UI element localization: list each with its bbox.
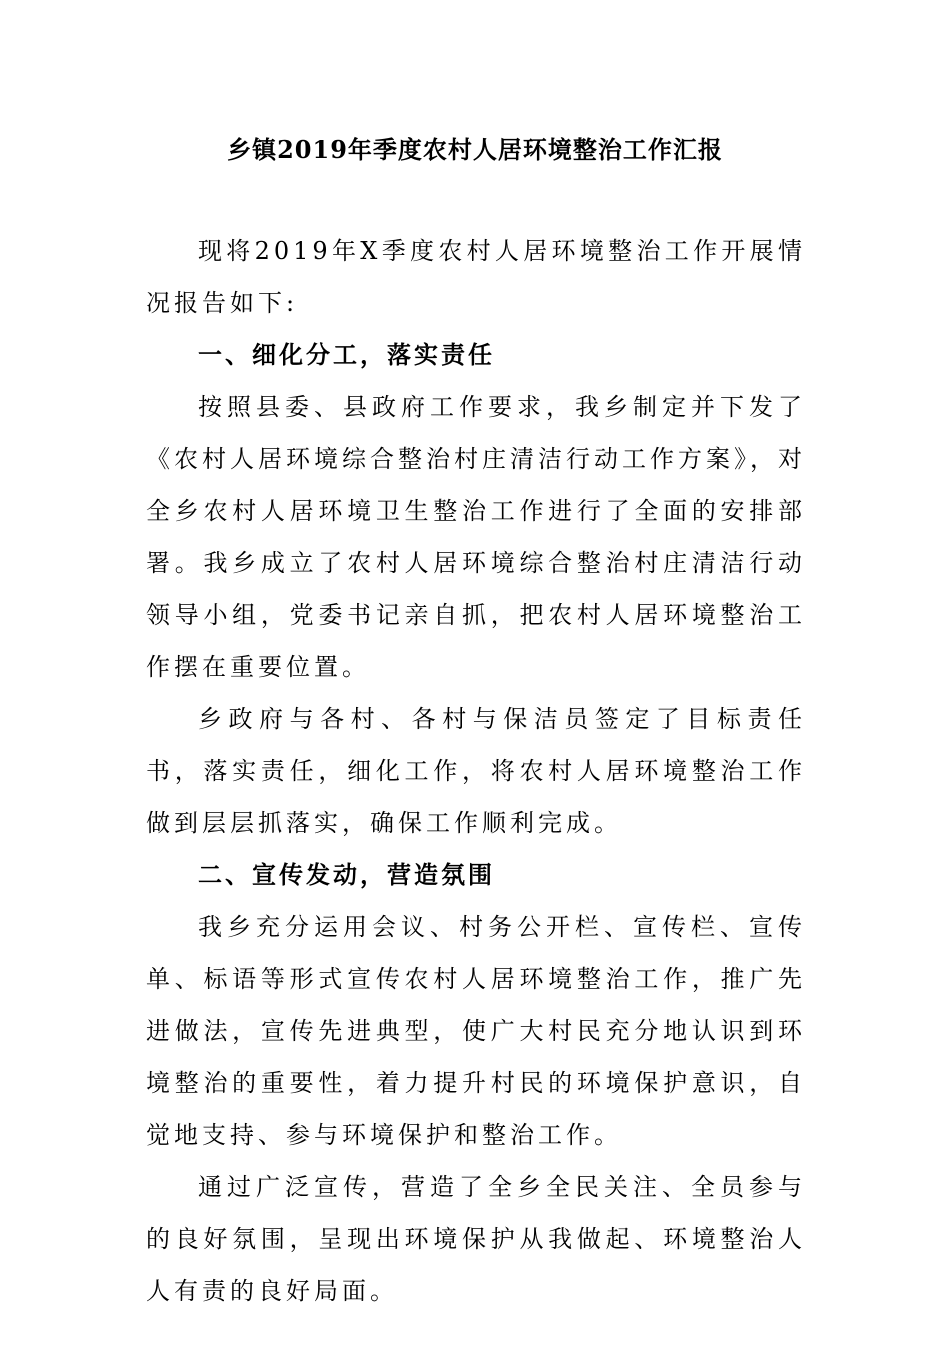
section-2-paragraph-1: 我乡充分运用会议、村务公开栏、宣传栏、宣传单、标语等形式宣传农村人居环境整治工作，推广先进做法，宣传先进典型，使广大村民充分地认识到环境整治的重要性，着力提升村民的环境保护意识，自觉地支持、参与环境保护和整治工作。 bbox=[146, 913, 806, 1149]
section-heading-1: 一、细化分工，落实责任 bbox=[198, 340, 495, 369]
document-body bbox=[146, 225, 806, 1317]
section-1-paragraph-1: 按照县委、县政府工作要求，我乡制定并下发了《农村人居环境综合整治村庄清洁行动工作方案》，对全乡农村人居环境卫生整治工作进行了全面的安排部署。我乡成立了农村人居环境综合整治村庄清洁行动领导小组，党委书记亲自抓，把农村人居环境整治工作摆在重要位置。 bbox=[146, 393, 806, 681]
section-1-paragraph-2: 乡政府与各村、各村与保洁员签定了目标责任书，落实责任，细化工作，将农村人居环境整治工作做到层层抓落实，确保工作顺利完成。 bbox=[146, 705, 806, 837]
section-heading-2: 二、宣传发动，营造氛围 bbox=[198, 860, 495, 889]
document-title: 乡镇2019年季度农村人居环境整治工作汇报 bbox=[227, 135, 723, 164]
section-2-paragraph-2: 通过广泛宣传，营造了全乡全民关注、全员参与的良好氛围，呈现出环境保护从我做起、环境整治人人有责的良好局面。 bbox=[146, 1173, 806, 1305]
intro-paragraph: 现将2019年X季度农村人居环境整治工作开展情况报告如下: bbox=[146, 237, 806, 317]
